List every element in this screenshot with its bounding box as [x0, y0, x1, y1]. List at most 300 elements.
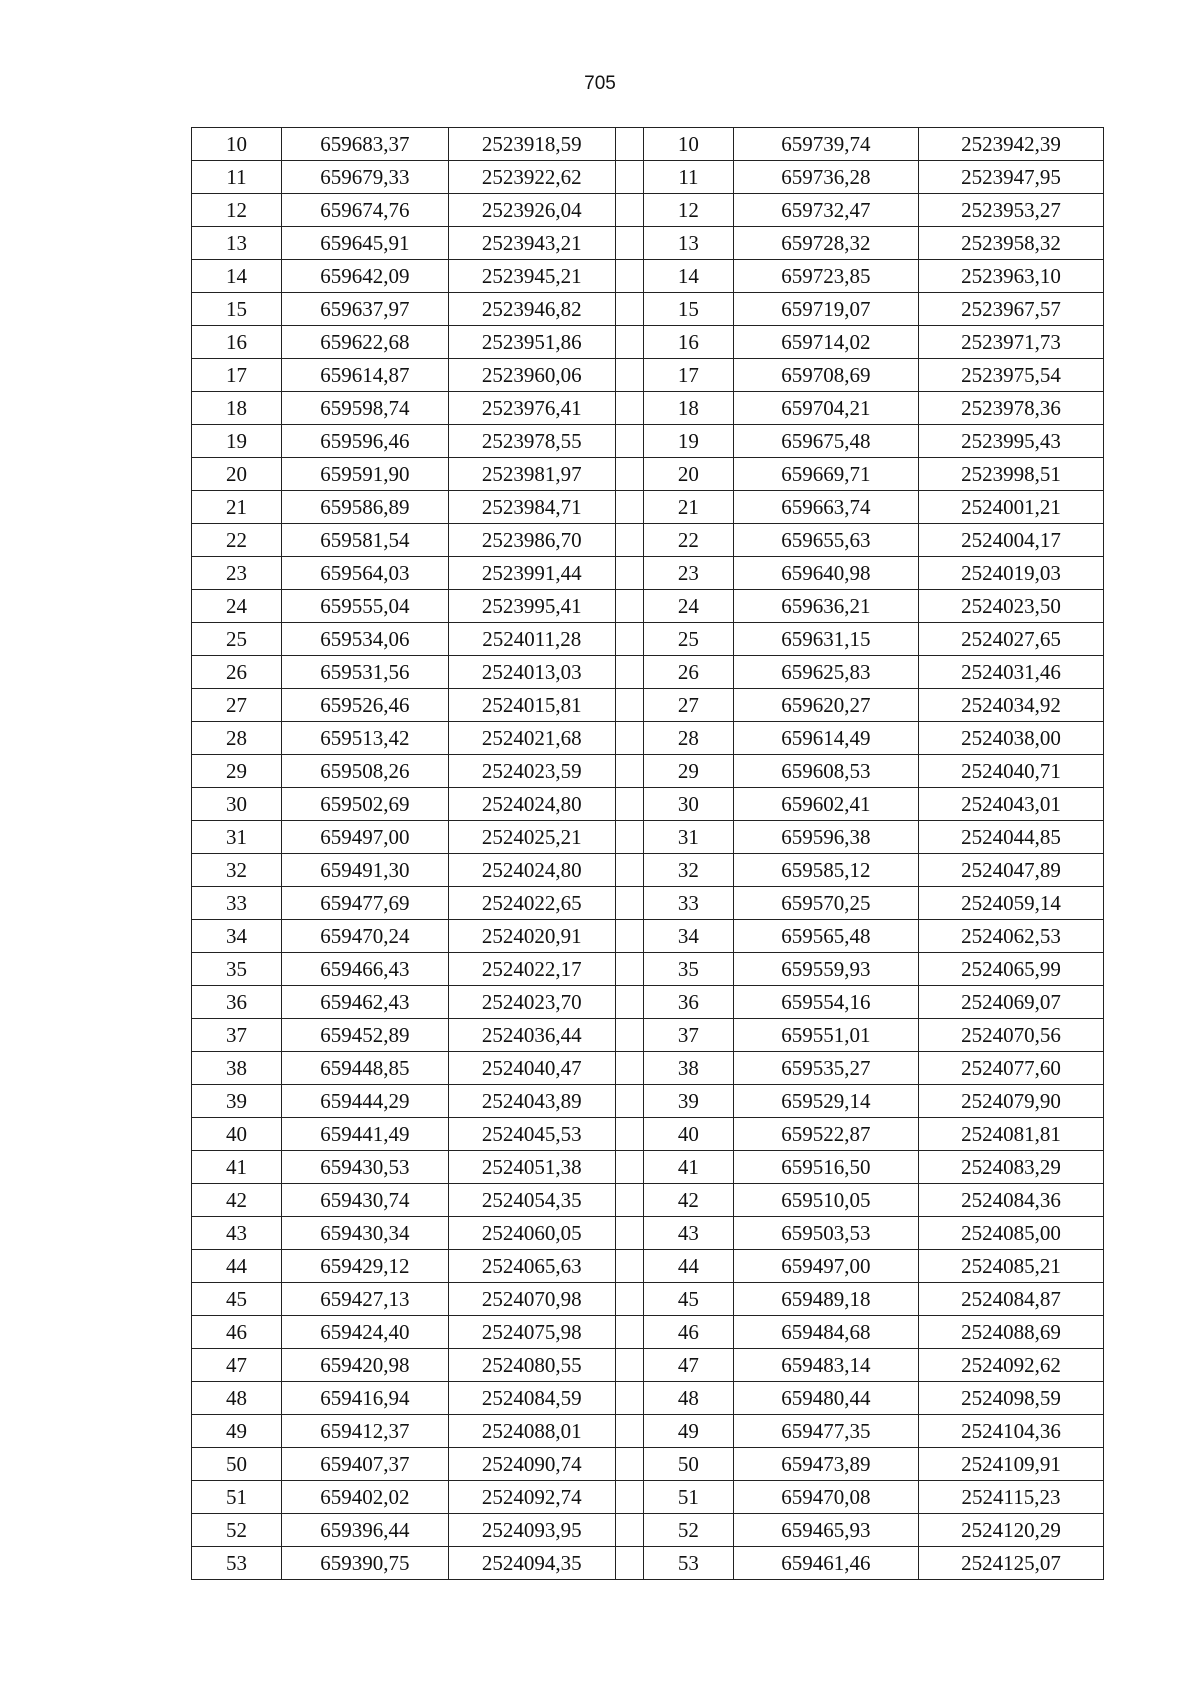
- x-coordinate-cell: 659529,14: [733, 1085, 918, 1118]
- table-row: [192, 722, 1104, 755]
- y-coordinate-cell: 2524065,63: [448, 1250, 615, 1283]
- table-row: [192, 425, 1104, 458]
- table-row: [192, 326, 1104, 359]
- spacer-cell: [615, 524, 643, 557]
- y-coordinate-cell: 2523926,04: [448, 194, 615, 227]
- x-coordinate-cell: 659522,87: [733, 1118, 918, 1151]
- y-coordinate-cell: 2524043,01: [918, 788, 1103, 821]
- table-row: [192, 491, 1104, 524]
- spacer-cell: [615, 194, 643, 227]
- table-row: [192, 557, 1104, 590]
- point-number-cell: 29: [192, 755, 282, 788]
- y-coordinate-cell: 2524092,74: [448, 1481, 615, 1514]
- y-coordinate-cell: 2524120,29: [918, 1514, 1103, 1547]
- point-number-cell: 12: [643, 194, 733, 227]
- y-coordinate-cell: 2524024,80: [448, 854, 615, 887]
- y-coordinate-cell: 2523922,62: [448, 161, 615, 194]
- x-coordinate-cell: 659390,75: [281, 1547, 448, 1580]
- point-number-cell: 47: [192, 1349, 282, 1382]
- y-coordinate-cell: 2524038,00: [918, 722, 1103, 755]
- table-row: [192, 161, 1104, 194]
- point-number-cell: 53: [192, 1547, 282, 1580]
- x-coordinate-cell: 659608,53: [733, 755, 918, 788]
- spacer-cell: [615, 590, 643, 623]
- x-coordinate-cell: 659636,21: [733, 590, 918, 623]
- x-coordinate-cell: 659483,14: [733, 1349, 918, 1382]
- x-coordinate-cell: 659477,69: [281, 887, 448, 920]
- x-coordinate-cell: 659470,08: [733, 1481, 918, 1514]
- y-coordinate-cell: 2524023,70: [448, 986, 615, 1019]
- spacer-cell: [615, 722, 643, 755]
- x-coordinate-cell: 659674,76: [281, 194, 448, 227]
- x-coordinate-cell: 659407,37: [281, 1448, 448, 1481]
- spacer-cell: [615, 1514, 643, 1547]
- table-row: [192, 1085, 1104, 1118]
- point-number-cell: 43: [643, 1217, 733, 1250]
- y-coordinate-cell: 2523984,71: [448, 491, 615, 524]
- y-coordinate-cell: 2523975,54: [918, 359, 1103, 392]
- y-coordinate-cell: 2524051,38: [448, 1151, 615, 1184]
- table-row: [192, 458, 1104, 491]
- y-coordinate-cell: 2524075,98: [448, 1316, 615, 1349]
- x-coordinate-cell: 659679,33: [281, 161, 448, 194]
- point-number-cell: 14: [192, 260, 282, 293]
- y-coordinate-cell: 2523945,21: [448, 260, 615, 293]
- point-number-cell: 51: [643, 1481, 733, 1514]
- x-coordinate-cell: 659564,03: [281, 557, 448, 590]
- x-coordinate-cell: 659448,85: [281, 1052, 448, 1085]
- y-coordinate-cell: 2523947,95: [918, 161, 1103, 194]
- y-coordinate-cell: 2524059,14: [918, 887, 1103, 920]
- y-coordinate-cell: 2524115,23: [918, 1481, 1103, 1514]
- point-number-cell: 26: [192, 656, 282, 689]
- spacer-cell: [615, 458, 643, 491]
- table-row: [192, 854, 1104, 887]
- point-number-cell: 31: [643, 821, 733, 854]
- point-number-cell: 38: [192, 1052, 282, 1085]
- x-coordinate-cell: 659728,32: [733, 227, 918, 260]
- spacer-cell: [615, 227, 643, 260]
- point-number-cell: 49: [643, 1415, 733, 1448]
- point-number-cell: 16: [643, 326, 733, 359]
- spacer-cell: [615, 326, 643, 359]
- point-number-cell: 15: [643, 293, 733, 326]
- x-coordinate-cell: 659683,37: [281, 128, 448, 161]
- y-coordinate-cell: 2524023,59: [448, 755, 615, 788]
- table-row: [192, 1415, 1104, 1448]
- point-number-cell: 37: [643, 1019, 733, 1052]
- y-coordinate-cell: 2524062,53: [918, 920, 1103, 953]
- point-number-cell: 41: [192, 1151, 282, 1184]
- y-coordinate-cell: 2523918,59: [448, 128, 615, 161]
- y-coordinate-cell: 2524023,50: [918, 590, 1103, 623]
- x-coordinate-cell: 659430,53: [281, 1151, 448, 1184]
- y-coordinate-cell: 2523978,55: [448, 425, 615, 458]
- y-coordinate-cell: 2524015,81: [448, 689, 615, 722]
- point-number-cell: 15: [192, 293, 282, 326]
- x-coordinate-cell: 659723,85: [733, 260, 918, 293]
- spacer-cell: [615, 1085, 643, 1118]
- y-coordinate-cell: 2524098,59: [918, 1382, 1103, 1415]
- x-coordinate-cell: 659586,89: [281, 491, 448, 524]
- y-coordinate-cell: 2524065,99: [918, 953, 1103, 986]
- point-number-cell: 45: [192, 1283, 282, 1316]
- point-number-cell: 21: [192, 491, 282, 524]
- y-coordinate-cell: 2524027,65: [918, 623, 1103, 656]
- table-row: [192, 1250, 1104, 1283]
- point-number-cell: 33: [643, 887, 733, 920]
- x-coordinate-cell: 659637,97: [281, 293, 448, 326]
- spacer-cell: [615, 953, 643, 986]
- point-number-cell: 29: [643, 755, 733, 788]
- point-number-cell: 38: [643, 1052, 733, 1085]
- table-row: [192, 524, 1104, 557]
- x-coordinate-cell: 659625,83: [733, 656, 918, 689]
- table-row: [192, 1349, 1104, 1382]
- y-coordinate-cell: 2523943,21: [448, 227, 615, 260]
- y-coordinate-cell: 2524081,81: [918, 1118, 1103, 1151]
- point-number-cell: 32: [192, 854, 282, 887]
- y-coordinate-cell: 2523981,97: [448, 458, 615, 491]
- x-coordinate-cell: 659531,56: [281, 656, 448, 689]
- y-coordinate-cell: 2524022,65: [448, 887, 615, 920]
- spacer-cell: [615, 1283, 643, 1316]
- x-coordinate-cell: 659484,68: [733, 1316, 918, 1349]
- y-coordinate-cell: 2524125,07: [918, 1547, 1103, 1580]
- x-coordinate-cell: 659516,50: [733, 1151, 918, 1184]
- spacer-cell: [615, 623, 643, 656]
- x-coordinate-cell: 659429,12: [281, 1250, 448, 1283]
- table-row: [192, 227, 1104, 260]
- point-number-cell: 30: [192, 788, 282, 821]
- y-coordinate-cell: 2524079,90: [918, 1085, 1103, 1118]
- y-coordinate-cell: 2524077,60: [918, 1052, 1103, 1085]
- spacer-cell: [615, 128, 643, 161]
- y-coordinate-cell: 2524020,91: [448, 920, 615, 953]
- y-coordinate-cell: 2523986,70: [448, 524, 615, 557]
- spacer-cell: [615, 425, 643, 458]
- point-number-cell: 24: [643, 590, 733, 623]
- point-number-cell: 30: [643, 788, 733, 821]
- spacer-cell: [615, 821, 643, 854]
- x-coordinate-cell: 659452,89: [281, 1019, 448, 1052]
- x-coordinate-cell: 659614,87: [281, 359, 448, 392]
- point-number-cell: 17: [643, 359, 733, 392]
- y-coordinate-cell: 2524084,36: [918, 1184, 1103, 1217]
- table-row: [192, 623, 1104, 656]
- point-number-cell: 14: [643, 260, 733, 293]
- point-number-cell: 32: [643, 854, 733, 887]
- x-coordinate-cell: 659416,94: [281, 1382, 448, 1415]
- table-row: [192, 194, 1104, 227]
- table-row: [192, 1448, 1104, 1481]
- table-row: [192, 953, 1104, 986]
- table-row: [192, 656, 1104, 689]
- x-coordinate-cell: 659503,53: [733, 1217, 918, 1250]
- x-coordinate-cell: 659402,02: [281, 1481, 448, 1514]
- y-coordinate-cell: 2524090,74: [448, 1448, 615, 1481]
- point-number-cell: 19: [643, 425, 733, 458]
- table-row: [192, 260, 1104, 293]
- table-row: [192, 1481, 1104, 1514]
- x-coordinate-cell: 659570,25: [733, 887, 918, 920]
- spacer-cell: [615, 656, 643, 689]
- x-coordinate-cell: 659427,13: [281, 1283, 448, 1316]
- point-number-cell: 44: [643, 1250, 733, 1283]
- x-coordinate-cell: 659513,42: [281, 722, 448, 755]
- x-coordinate-cell: 659465,93: [733, 1514, 918, 1547]
- point-number-cell: 35: [643, 953, 733, 986]
- point-number-cell: 22: [643, 524, 733, 557]
- spacer-cell: [615, 1217, 643, 1250]
- x-coordinate-cell: 659736,28: [733, 161, 918, 194]
- x-coordinate-cell: 659620,27: [733, 689, 918, 722]
- x-coordinate-cell: 659704,21: [733, 392, 918, 425]
- point-number-cell: 18: [643, 392, 733, 425]
- y-coordinate-cell: 2523978,36: [918, 392, 1103, 425]
- y-coordinate-cell: 2523976,41: [448, 392, 615, 425]
- point-number-cell: 23: [192, 557, 282, 590]
- x-coordinate-cell: 659535,27: [733, 1052, 918, 1085]
- x-coordinate-cell: 659430,34: [281, 1217, 448, 1250]
- point-number-cell: 40: [192, 1118, 282, 1151]
- spacer-cell: [615, 260, 643, 293]
- x-coordinate-cell: 659555,04: [281, 590, 448, 623]
- x-coordinate-cell: 659444,29: [281, 1085, 448, 1118]
- table-row: [192, 887, 1104, 920]
- spacer-cell: [615, 854, 643, 887]
- table-row: [192, 1184, 1104, 1217]
- x-coordinate-cell: 659714,02: [733, 326, 918, 359]
- y-coordinate-cell: 2524040,47: [448, 1052, 615, 1085]
- spacer-cell: [615, 986, 643, 1019]
- y-coordinate-cell: 2523953,27: [918, 194, 1103, 227]
- x-coordinate-cell: 659526,46: [281, 689, 448, 722]
- x-coordinate-cell: 659622,68: [281, 326, 448, 359]
- y-coordinate-cell: 2524085,00: [918, 1217, 1103, 1250]
- y-coordinate-cell: 2524045,53: [448, 1118, 615, 1151]
- point-number-cell: 28: [643, 722, 733, 755]
- y-coordinate-cell: 2524069,07: [918, 986, 1103, 1019]
- point-number-cell: 33: [192, 887, 282, 920]
- spacer-cell: [615, 1382, 643, 1415]
- point-number-cell: 20: [192, 458, 282, 491]
- x-coordinate-cell: 659581,54: [281, 524, 448, 557]
- table-row: [192, 359, 1104, 392]
- x-coordinate-cell: 659565,48: [733, 920, 918, 953]
- x-coordinate-cell: 659739,74: [733, 128, 918, 161]
- spacer-cell: [615, 1184, 643, 1217]
- point-number-cell: 52: [192, 1514, 282, 1547]
- point-number-cell: 42: [643, 1184, 733, 1217]
- table-row: [192, 1382, 1104, 1415]
- y-coordinate-cell: 2524013,03: [448, 656, 615, 689]
- point-number-cell: 10: [192, 128, 282, 161]
- y-coordinate-cell: 2524025,21: [448, 821, 615, 854]
- x-coordinate-cell: 659669,71: [733, 458, 918, 491]
- x-coordinate-cell: 659708,69: [733, 359, 918, 392]
- x-coordinate-cell: 659585,12: [733, 854, 918, 887]
- x-coordinate-cell: 659466,43: [281, 953, 448, 986]
- x-coordinate-cell: 659420,98: [281, 1349, 448, 1382]
- point-number-cell: 35: [192, 953, 282, 986]
- y-coordinate-cell: 2524094,35: [448, 1547, 615, 1580]
- y-coordinate-cell: 2523960,06: [448, 359, 615, 392]
- table-row: [192, 821, 1104, 854]
- spacer-cell: [615, 1151, 643, 1184]
- x-coordinate-cell: 659655,63: [733, 524, 918, 557]
- x-coordinate-cell: 659424,40: [281, 1316, 448, 1349]
- point-number-cell: 43: [192, 1217, 282, 1250]
- x-coordinate-cell: 659462,43: [281, 986, 448, 1019]
- spacer-cell: [615, 1250, 643, 1283]
- table-row: [192, 1316, 1104, 1349]
- point-number-cell: 13: [643, 227, 733, 260]
- y-coordinate-cell: 2524054,35: [448, 1184, 615, 1217]
- spacer-cell: [615, 689, 643, 722]
- y-coordinate-cell: 2524093,95: [448, 1514, 615, 1547]
- table-row: [192, 1514, 1104, 1547]
- point-number-cell: 53: [643, 1547, 733, 1580]
- point-number-cell: 46: [192, 1316, 282, 1349]
- spacer-cell: [615, 491, 643, 524]
- x-coordinate-cell: 659480,44: [733, 1382, 918, 1415]
- y-coordinate-cell: 2524070,56: [918, 1019, 1103, 1052]
- point-number-cell: 16: [192, 326, 282, 359]
- table-row: [192, 128, 1104, 161]
- point-number-cell: 11: [192, 161, 282, 194]
- x-coordinate-cell: 659477,35: [733, 1415, 918, 1448]
- x-coordinate-cell: 659591,90: [281, 458, 448, 491]
- y-coordinate-cell: 2524021,68: [448, 722, 615, 755]
- y-coordinate-cell: 2523946,82: [448, 293, 615, 326]
- y-coordinate-cell: 2523951,86: [448, 326, 615, 359]
- spacer-cell: [615, 392, 643, 425]
- x-coordinate-cell: 659441,49: [281, 1118, 448, 1151]
- table-row: [192, 392, 1104, 425]
- spacer-cell: [615, 1448, 643, 1481]
- x-coordinate-cell: 659596,38: [733, 821, 918, 854]
- x-coordinate-cell: 659534,06: [281, 623, 448, 656]
- x-coordinate-cell: 659497,00: [733, 1250, 918, 1283]
- y-coordinate-cell: 2523995,43: [918, 425, 1103, 458]
- y-coordinate-cell: 2524044,85: [918, 821, 1103, 854]
- point-number-cell: 50: [192, 1448, 282, 1481]
- point-number-cell: 42: [192, 1184, 282, 1217]
- x-coordinate-cell: 659631,15: [733, 623, 918, 656]
- table-row: [192, 788, 1104, 821]
- y-coordinate-cell: 2524109,91: [918, 1448, 1103, 1481]
- table-row: [192, 1052, 1104, 1085]
- table-row: [192, 1283, 1104, 1316]
- point-number-cell: 50: [643, 1448, 733, 1481]
- x-coordinate-cell: 659510,05: [733, 1184, 918, 1217]
- point-number-cell: 24: [192, 590, 282, 623]
- y-coordinate-cell: 2524092,62: [918, 1349, 1103, 1382]
- spacer-cell: [615, 788, 643, 821]
- y-coordinate-cell: 2523958,32: [918, 227, 1103, 260]
- point-number-cell: 25: [192, 623, 282, 656]
- y-coordinate-cell: 2524070,98: [448, 1283, 615, 1316]
- spacer-cell: [615, 557, 643, 590]
- spacer-cell: [615, 1349, 643, 1382]
- x-coordinate-cell: 659502,69: [281, 788, 448, 821]
- point-number-cell: 34: [192, 920, 282, 953]
- x-coordinate-cell: 659642,09: [281, 260, 448, 293]
- x-coordinate-cell: 659663,74: [733, 491, 918, 524]
- y-coordinate-cell: 2524104,36: [918, 1415, 1103, 1448]
- point-number-cell: 20: [643, 458, 733, 491]
- page-number: 705: [584, 73, 616, 94]
- x-coordinate-cell: 659554,16: [733, 986, 918, 1019]
- point-number-cell: 44: [192, 1250, 282, 1283]
- point-number-cell: 47: [643, 1349, 733, 1382]
- x-coordinate-cell: 659675,48: [733, 425, 918, 458]
- y-coordinate-cell: 2524085,21: [918, 1250, 1103, 1283]
- point-number-cell: 36: [192, 986, 282, 1019]
- x-coordinate-cell: 659470,24: [281, 920, 448, 953]
- point-number-cell: 39: [192, 1085, 282, 1118]
- y-coordinate-cell: 2524088,01: [448, 1415, 615, 1448]
- table-row: [192, 1547, 1104, 1580]
- x-coordinate-cell: 659551,01: [733, 1019, 918, 1052]
- y-coordinate-cell: 2524040,71: [918, 755, 1103, 788]
- x-coordinate-cell: 659491,30: [281, 854, 448, 887]
- point-number-cell: 51: [192, 1481, 282, 1514]
- spacer-cell: [615, 359, 643, 392]
- x-coordinate-cell: 659396,44: [281, 1514, 448, 1547]
- y-coordinate-cell: 2524060,05: [448, 1217, 615, 1250]
- point-number-cell: 27: [192, 689, 282, 722]
- table-row: [192, 1019, 1104, 1052]
- x-coordinate-cell: 659473,89: [733, 1448, 918, 1481]
- table-row: [192, 755, 1104, 788]
- y-coordinate-cell: 2524088,69: [918, 1316, 1103, 1349]
- point-number-cell: 13: [192, 227, 282, 260]
- spacer-cell: [615, 1052, 643, 1085]
- point-number-cell: 17: [192, 359, 282, 392]
- x-coordinate-cell: 659497,00: [281, 821, 448, 854]
- point-number-cell: 34: [643, 920, 733, 953]
- table-row: [192, 920, 1104, 953]
- spacer-cell: [615, 161, 643, 194]
- point-number-cell: 48: [192, 1382, 282, 1415]
- y-coordinate-cell: 2524047,89: [918, 854, 1103, 887]
- spacer-cell: [615, 920, 643, 953]
- x-coordinate-cell: 659598,74: [281, 392, 448, 425]
- spacer-cell: [615, 755, 643, 788]
- point-number-cell: 40: [643, 1118, 733, 1151]
- y-coordinate-cell: 2524019,03: [918, 557, 1103, 590]
- coordinates-table: [191, 127, 1104, 1580]
- table-row: [192, 986, 1104, 1019]
- x-coordinate-cell: 659559,93: [733, 953, 918, 986]
- y-coordinate-cell: 2524043,89: [448, 1085, 615, 1118]
- y-coordinate-cell: 2524034,92: [918, 689, 1103, 722]
- y-coordinate-cell: 2524083,29: [918, 1151, 1103, 1184]
- y-coordinate-cell: 2523942,39: [918, 128, 1103, 161]
- y-coordinate-cell: 2523991,44: [448, 557, 615, 590]
- y-coordinate-cell: 2523971,73: [918, 326, 1103, 359]
- y-coordinate-cell: 2524004,17: [918, 524, 1103, 557]
- table-row: [192, 590, 1104, 623]
- table-row: [192, 1118, 1104, 1151]
- point-number-cell: 45: [643, 1283, 733, 1316]
- point-number-cell: 10: [643, 128, 733, 161]
- point-number-cell: 49: [192, 1415, 282, 1448]
- point-number-cell: 21: [643, 491, 733, 524]
- y-coordinate-cell: 2524036,44: [448, 1019, 615, 1052]
